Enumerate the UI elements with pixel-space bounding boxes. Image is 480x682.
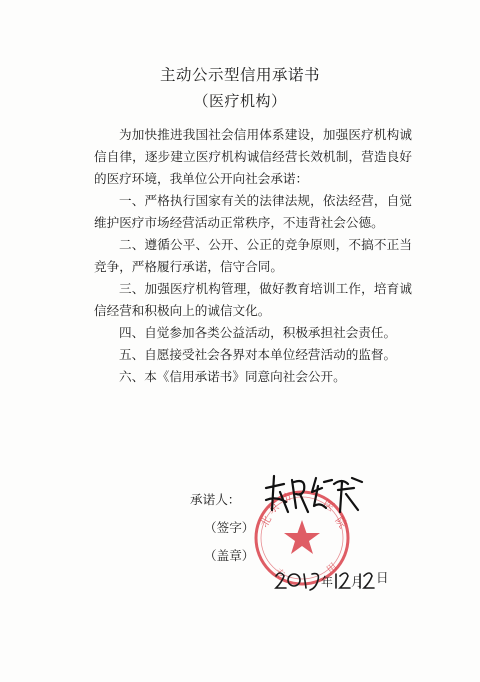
date-month-suffix: 月 xyxy=(351,575,364,589)
date-year-suffix: 年 xyxy=(321,575,334,589)
svg-text:用: 用 xyxy=(324,561,340,577)
svg-text:市: 市 xyxy=(279,490,294,506)
document-subtitle: （医疗机构） xyxy=(193,92,287,110)
signature-label: （签字） xyxy=(204,520,255,535)
paragraph-6: 六、本《信用承诺书》同意向社会公开。 xyxy=(119,369,346,384)
date-day-suffix: 日 xyxy=(376,570,389,585)
handwritten-date xyxy=(274,568,378,592)
promisor-label: 承诺人： xyxy=(190,492,241,507)
svg-text:院: 院 xyxy=(332,514,350,531)
paragraph-1: 一、严格执行国家有关的法律法规，依法经营，自觉维护医疗市场经营活动正常秩序，不违背社会公德。 xyxy=(94,193,412,230)
handwritten-signature xyxy=(262,472,382,516)
svg-text:专: 专 xyxy=(272,566,287,582)
document-title: 主动公示型信用承诺书 xyxy=(159,66,320,84)
paragraph-intro: 为加快推进我国社会信用体系建设，加强医疗机构诚信自律，逐步建立医疗机构诚信经营长效机制，营造良好的医疗环境，我单位公开向社会承诺： xyxy=(94,127,412,186)
seal-star-icon xyxy=(284,520,320,554)
svg-text:京: 京 xyxy=(265,499,282,517)
paragraph-3: 三、加强医疗机构管理，做好教育培训工作，培育诚信经营和积极向上的诚信文化。 xyxy=(94,281,412,318)
paragraph-4: 四、自觉参加各类公益活动，积极承担社会责任。 xyxy=(119,325,397,340)
paragraph-5: 五、自愿接受社会各界对本单位经营活动的监督。 xyxy=(119,347,397,362)
paragraph-2: 二、遵循公平、公开、公正的竞争原则，不搞不正当竞争，严格履行承诺，信守合同。 xyxy=(94,237,412,274)
svg-text:医: 医 xyxy=(320,497,337,515)
seal-label: （盖章） xyxy=(204,548,255,563)
svg-text:北: 北 xyxy=(257,513,275,530)
document-body xyxy=(94,124,412,388)
